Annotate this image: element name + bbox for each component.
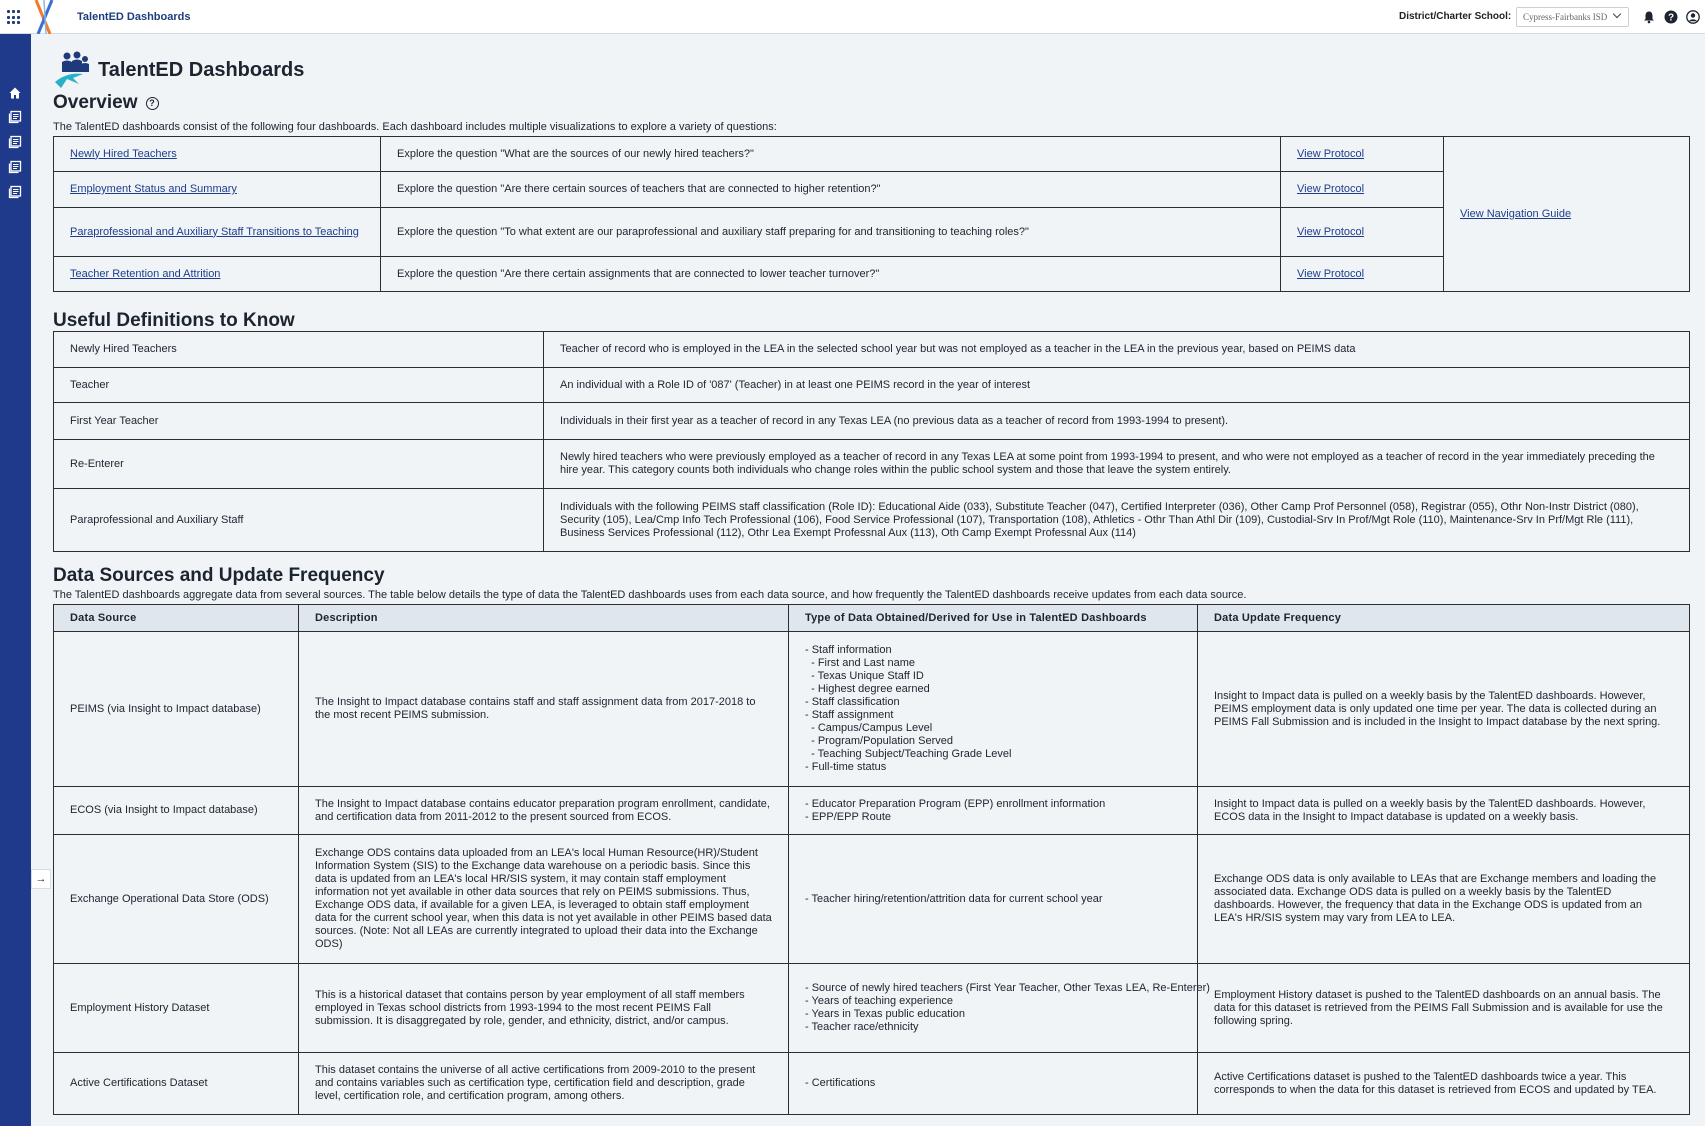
table-row: [54, 632, 1690, 787]
column-header: Type of Data Obtained/Derived for Use in TalentED Dashboards: [789, 605, 1198, 632]
view-protocol-link[interactable]: View Protocol: [1297, 225, 1365, 238]
data-source-description: The Insight to Impact database contains educator preparation program enrollment, candidate, and certification data from 2011-2012 to the present sourced from ECOS.: [299, 787, 789, 835]
page-title: TalentED Dashboards: [98, 59, 305, 81]
column-header: Data Source: [54, 605, 299, 632]
table-row: [54, 1053, 1690, 1115]
data-source-frequency: Employment History dataset is pushed to the TalentED dashboards on an annual basis. The data for this dataset is retrieved from the PEIMS Fall Submission and is available for use the following spring.: [1198, 964, 1690, 1053]
view-protocol-link[interactable]: View Protocol: [1297, 183, 1365, 195]
data-source-name: Employment History Dataset: [54, 964, 299, 1053]
view-navigation-guide-link[interactable]: View Navigation Guide: [1460, 207, 1572, 220]
table-row: [54, 137, 1690, 172]
definition-text: Teacher of record who is employed in the LEA in the selected school year but was not employed as a teacher in the LEA in the previous year, based on PEIMS data: [544, 332, 1690, 368]
dashboard-link-newly-hired[interactable]: Newly Hired Teachers: [70, 147, 177, 160]
data-sources-title: Data Sources and Update Frequency: [53, 565, 385, 586]
overview-intro: The TalentED dashboards consist of the following four dashboards. Each dashboard includes multiple visualizations to explore a variety of questions:: [53, 121, 777, 133]
dashboard-link-paraprofessional[interactable]: Paraprofessional and Auxiliary Staff Transitions to Teaching: [70, 225, 359, 238]
table-row: [54, 403, 1690, 440]
data-source-frequency: Exchange ODS data is only available to LEAs that are Exchange members and loading the associated data. Exchange ODS data is pulled on a weekly basis by the TalentED dashboards. However, the frequency that data in the Exchange ODS is updated from an LEA's HR/SIS system may vary from LEA to LEA.: [1198, 835, 1690, 964]
sidebar: [0, 34, 31, 1126]
data-source-name: Exchange Operational Data Store (ODS): [54, 835, 299, 964]
overview-table: [53, 136, 1690, 292]
help-icon[interactable]: [1664, 10, 1678, 24]
definitions-table: [53, 331, 1690, 552]
table-header-row: [54, 605, 1690, 632]
table-row: [54, 332, 1690, 368]
district-select[interactable]: [1516, 7, 1629, 27]
dashboard-icon[interactable]: [8, 185, 22, 199]
district-selected-value: Cypress-Fairbanks ISD: [1523, 12, 1608, 22]
table-row: [54, 835, 1690, 964]
talented-people-logo: [53, 50, 93, 90]
home-icon[interactable]: [8, 86, 22, 100]
svg-text:?: ?: [1667, 12, 1675, 24]
data-source-types: - Certifications: [789, 1053, 1198, 1115]
help-circle-icon[interactable]: ?: [146, 97, 159, 110]
apps-grid-icon[interactable]: [7, 10, 22, 25]
data-source-name: ECOS (via Insight to Impact database): [54, 787, 299, 835]
bell-icon[interactable]: [1642, 10, 1656, 24]
data-sources-table: [53, 604, 1690, 1115]
definition-term: Newly Hired Teachers: [54, 332, 544, 368]
definition-term: Re-Enterer: [54, 440, 544, 489]
data-source-types: - Source of newly hired teachers (First Year Teacher, Other Texas LEA, Re-Enterer) - Years of teaching experience - Years in Texas public education - Teacher race/ethnicity: [789, 964, 1198, 1053]
data-sources-intro: The TalentED dashboards aggregate data from several sources. The table below details the type of data the TalentED dashboards uses from each data source, and how frequently the TalentED dashboards receive updates from each data source.: [53, 589, 1247, 601]
talented-logo[interactable]: [32, 0, 62, 34]
definition-text: Individuals with the following PEIMS staff classification (Role ID): Educational Aide (033), Substitute Teacher (047), Certified Interpreter (036), Other Camp Prof Personnel (058), Registrar (055), Othr Non-Instr District (080), Security (105), Lea/Cmp Info Tech Professional (106), Food Service Professional (107), Transportation (108), Athletics - Othr Than Athl Dir (109), Custodial-Srv In Prof/Mgt Role (110), Maintenance-Srv In Prf/Mgt Rle (111), Business Services Professional (112), Othr Lea Exempt Professnal Aux (113), Oth Camp Exempt Professnal Aux (114): [544, 489, 1690, 552]
definition-text: An individual with a Role ID of '087' (Teacher) in at least one PEIMS record in the year of interest: [544, 368, 1690, 403]
definition-term: Paraprofessional and Auxiliary Staff: [54, 489, 544, 552]
dashboard-icon[interactable]: [8, 160, 22, 174]
dashboard-question: Explore the question "Are there certain sources of teachers that are connected to higher retention?": [381, 172, 1281, 208]
table-row: [54, 489, 1690, 552]
data-source-types: - Educator Preparation Program (EPP) enrollment information - EPP/EPP Route: [789, 787, 1198, 835]
definition-text: Individuals in their first year as a teacher of record in any Texas LEA (no previous data as a teacher of record from 1993-1994 to present).: [544, 403, 1690, 440]
data-source-description: Exchange ODS contains data uploaded from an LEA's local Human Resource(HR)/Student Information System (SIS) to the Exchange data warehouse on a periodic basis. Since this data is updated from an LEA's local HR/SIS system, it may contain staff employment information not yet available in other data sources that rely on PEIMS submissions. Thus, Exchange ODS data, if available for a given LEA, is leveraged to obtain staff employment data for the current school year, when this data is not yet available in other PEIMS based data sources. (Note: Not all LEAs are currently integrated to upload their data into the Exchange ODS): [299, 835, 789, 964]
data-source-name: Active Certifications Dataset: [54, 1053, 299, 1115]
data-source-description: This dataset contains the universe of all active certifications from 2009-2010 to the present and contains variables such as certification type, certification field and description, grade level, certification role, and certification program, among others.: [299, 1053, 789, 1115]
top-bar: [0, 0, 1705, 34]
district-label: District/Charter School:: [1399, 11, 1512, 22]
data-source-frequency: Active Certifications dataset is pushed to the TalentED dashboards twice a year. This corresponds to when the data for this dataset is retrieved from ECOS and updated by TEA.: [1198, 1053, 1690, 1115]
dashboard-icon[interactable]: [8, 135, 22, 149]
column-header: Data Update Frequency: [1198, 605, 1690, 632]
dashboard-link-retention[interactable]: Teacher Retention and Attrition: [70, 267, 221, 280]
app-title[interactable]: TalentED Dashboards: [77, 11, 191, 23]
definition-text: Newly hired teachers who were previously employed as a teacher of record in any Texas LEA at some point from 1993-1994 to present, and who were not employed as a teacher of record in the year immediately preceding the hire year. This category counts both individuals who change roles within the public school system and those that leave the system entirely.: [544, 440, 1690, 489]
dashboard-icon[interactable]: [8, 110, 22, 124]
column-header: Description: [299, 605, 789, 632]
overview-title: [53, 92, 159, 114]
table-row: [54, 787, 1690, 835]
data-source-types: - Staff information - First and Last name - Texas Unique Staff ID - Highest degree earned - Staff classification - Staff assignment - Campus/Campus Level - Program/Population Served - Teaching Subject/Teaching Grade Level - Full-time status: [789, 632, 1198, 787]
definitions-title: Useful Definitions to Know: [53, 310, 295, 331]
data-source-name: PEIMS (via Insight to Impact database): [54, 632, 299, 787]
view-protocol-link[interactable]: View Protocol: [1297, 267, 1365, 280]
table-row: [54, 440, 1690, 489]
dashboard-question: Explore the question "What are the sources of our newly hired teachers?": [381, 137, 1281, 172]
user-account-icon[interactable]: [1686, 10, 1700, 24]
dashboard-question: Explore the question "Are there certain assignments that are connected to lower teacher turnover?": [381, 257, 1281, 292]
expand-sidebar-button[interactable]: →: [31, 869, 51, 889]
overview-title-text: Overview: [53, 92, 138, 113]
table-row: [54, 964, 1690, 1053]
chevron-down-icon: [1613, 10, 1621, 18]
dashboard-question: Explore the question "To what extent are our paraprofessional and auxiliary staff preparing for and transitioning to teaching roles?": [381, 208, 1281, 257]
data-source-frequency: Insight to Impact data is pulled on a weekly basis by the TalentED dashboards. However, ECOS data in the Insight to Impact database is updated on a weekly basis.: [1198, 787, 1690, 835]
dashboard-link-employment-status[interactable]: Employment Status and Summary: [70, 183, 237, 195]
data-source-frequency: Insight to Impact data is pulled on a weekly basis by the TalentED dashboards. However, PEIMS employment data is only updated one time per year. The data is collected during an PEIMS Fall Submission and is included in the Insight to Impact database by the next spring.: [1198, 632, 1690, 787]
view-protocol-link[interactable]: View Protocol: [1297, 147, 1365, 160]
definition-term: Teacher: [54, 368, 544, 403]
data-source-description: The Insight to Impact database contains staff and staff assignment data from 2017-2018 to the most recent PEIMS submission.: [299, 632, 789, 787]
definition-term: First Year Teacher: [54, 403, 544, 440]
data-source-description: This is a historical dataset that contains person by year employment of all staff members employed in Texas school districts from 1993-1994 to the most recent PEIMS Fall submission. It is disaggregated by role, gender, and ethnicity, district, and/or campus.: [299, 964, 789, 1053]
table-row: [54, 368, 1690, 403]
data-source-types: - Teacher hiring/retention/attrition data for current school year: [789, 835, 1198, 964]
